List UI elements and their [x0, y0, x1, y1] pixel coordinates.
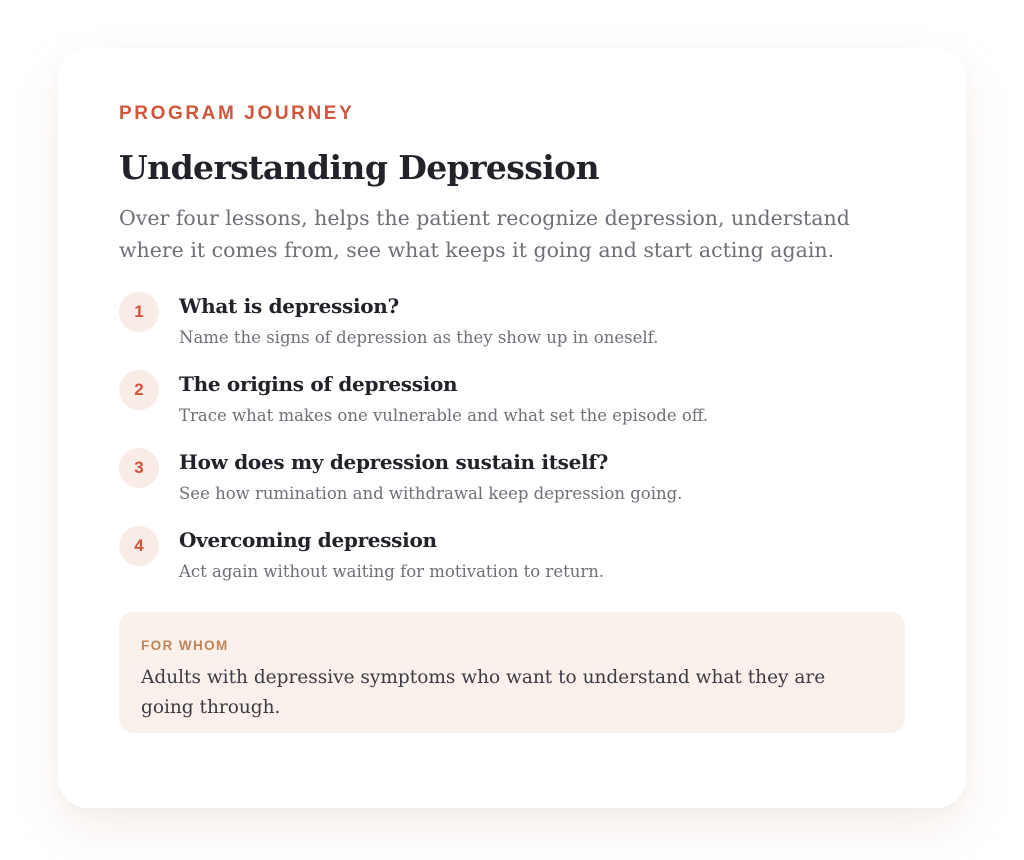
lesson-item [119, 370, 905, 436]
lesson-title: How does my depression sustain itself? [179, 450, 609, 474]
lesson-item [119, 448, 905, 514]
program-title: Understanding Depression [119, 148, 599, 187]
lesson-description: Name the signs of depression as they show up in oneself. [179, 328, 659, 347]
program-intro: Over four lessons, helps the patient recognize depression, understand where it comes from, see what keeps it going and start acting again. [119, 206, 850, 262]
program-card [58, 48, 966, 808]
lesson-item [119, 292, 905, 358]
lesson-title: What is depression? [179, 294, 399, 318]
lesson-title: The origins of depression [179, 372, 458, 396]
audience-label: FOR WHOM [141, 638, 229, 653]
lesson-number-badge: 4 [119, 526, 159, 566]
lesson-number-badge: 3 [119, 448, 159, 488]
audience-panel [119, 612, 905, 733]
lesson-description: See how rumination and withdrawal keep depression going. [179, 484, 683, 503]
lesson-item [119, 526, 905, 592]
lesson-number-badge: 2 [119, 370, 159, 410]
lesson-title: Overcoming depression [179, 528, 437, 552]
lesson-description: Act again without waiting for motivation to return. [179, 562, 605, 581]
audience-text: Adults with depressive symptoms who want to understand what they are going through. [141, 667, 826, 718]
lesson-description: Trace what makes one vulnerable and what set the episode off. [179, 406, 709, 425]
program-eyebrow: PROGRAM JOURNEY [119, 103, 355, 124]
lesson-number-badge: 1 [119, 292, 159, 332]
